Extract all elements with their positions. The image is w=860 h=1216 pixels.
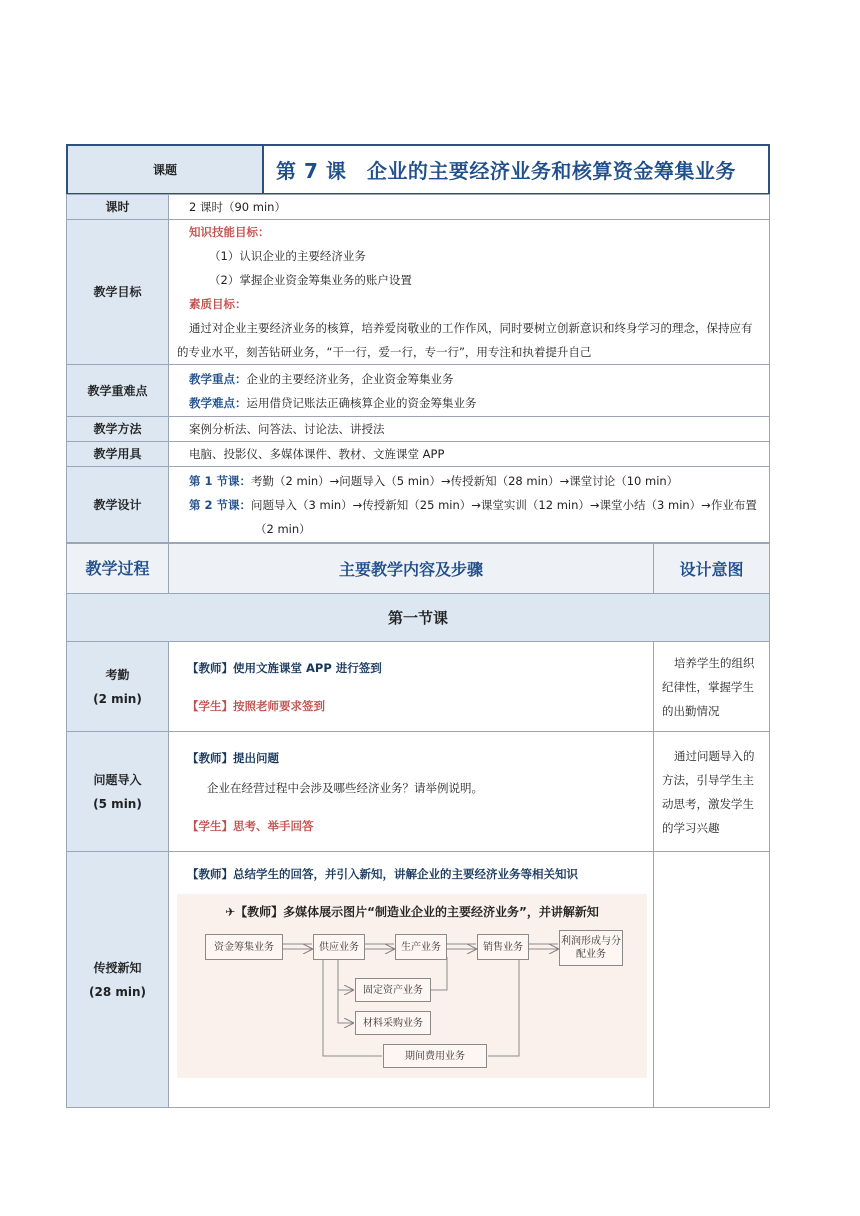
node-supply: 供应业务 <box>313 934 365 960</box>
goal-knowledge-1: （1）认识企业的主要经济业务 <box>209 249 366 263</box>
section-title: 第一节课 <box>67 594 770 642</box>
keypoints-label: 教学重难点 <box>67 365 169 417</box>
teaching-process-table <box>66 543 770 1108</box>
intent-cell <box>654 852 770 1108</box>
content-cell <box>169 732 654 852</box>
difficult-text: 运用借贷记账法正确核算企业的资金筹集业务 <box>246 395 477 410</box>
design-line-1 <box>189 469 761 493</box>
teacher-action: 【教师】提出问题 <box>187 750 279 765</box>
figure-box <box>177 894 647 1078</box>
design-cell <box>169 467 770 543</box>
intent-cell: 培养学生的组织纪律性，掌握学生的出勤情况 <box>654 642 770 732</box>
hours-label: 课时 <box>67 195 169 220</box>
hours-value: 2 课时（90 min） <box>169 195 770 220</box>
step-cell <box>67 732 169 852</box>
goal-knowledge-title: 知识技能目标： <box>189 225 270 239</box>
content-cell <box>169 642 654 732</box>
intent-cell: 通过问题导入的方法，引导学生主动思考，激发学生的学习兴趣 <box>654 732 770 852</box>
process-row <box>67 732 770 852</box>
node-material-purchase: 材料采购业务 <box>355 1011 431 1035</box>
design-line-2 <box>189 493 761 541</box>
teacher-action: 【教师】总结学生的回答，并引入新知，讲解企业的主要经济业务等相关知识 <box>187 867 578 881</box>
step-name: 问题导入 <box>93 772 142 787</box>
student-action: 【学生】按照老师要求签到 <box>187 698 325 713</box>
col-intent-header: 设计意图 <box>654 544 770 594</box>
step-time: (2 min) <box>93 691 142 706</box>
business-flow-diagram <box>205 930 665 1070</box>
step-name: 传授新知 <box>93 960 142 975</box>
goals-label: 教学目标 <box>67 220 169 365</box>
process-row <box>67 852 770 1108</box>
method-value: 案例分析法、问答法、讨论法、讲授法 <box>169 417 770 442</box>
lesson-info-table <box>66 194 770 543</box>
step-name: 考勤 <box>105 667 130 682</box>
goal-quality-text: 通过对企业主要经济业务的核算，培养爱岗敬业的工作作风，同时要树立创新意识和终身学习的理念，保持应有的专业水平，刻苦钻研业务，“干一行，爱一行，专一行”，用专注和执着提升自己 <box>177 321 753 359</box>
goals-cell <box>169 220 770 365</box>
node-period-expenses: 期间费用业务 <box>383 1044 487 1068</box>
node-production: 生产业务 <box>395 934 447 960</box>
design-2-title: 第 2 节课： <box>189 497 252 512</box>
step-time: (28 min) <box>88 984 146 999</box>
tools-value: 电脑、投影仪、多媒体课件、教材、文旌课堂 APP <box>169 442 770 467</box>
col-content-header: 主要教学内容及步骤 <box>169 544 654 594</box>
process-row <box>67 642 770 732</box>
question-text: 企业在经营过程中会涉及哪些经济业务？请举例说明。 <box>207 780 483 795</box>
keypoints-cell <box>169 365 770 417</box>
goal-knowledge-2: （2）掌握企业资金筹集业务的账户设置 <box>209 273 412 287</box>
design-label: 教学设计 <box>67 467 169 543</box>
lesson-title: 第 7 课 企业的主要经济业务和核算资金筹集业务 <box>276 159 736 183</box>
design-2-text: 问题导入（3 min）→传授新知（25 min）→课堂实训（12 min）→课堂小结（3 min）→作业布置（2 min） <box>251 497 757 536</box>
node-sales: 销售业务 <box>477 934 529 960</box>
figure-caption: ✈【教师】多媒体展示图片“制造业企业的主要经济业务”，并讲解新知 <box>225 905 599 919</box>
node-fixed-assets: 固定资产业务 <box>355 978 431 1002</box>
difficult-point-line <box>189 391 761 415</box>
tools-label: 教学用具 <box>67 442 169 467</box>
step-cell <box>67 852 169 1108</box>
step-time: (5 min) <box>93 796 142 811</box>
node-profit-distribution: 利润形成与分配业务 <box>559 930 623 966</box>
lesson-header <box>66 144 770 194</box>
design-1-title: 第 1 节课： <box>189 473 252 488</box>
teacher-action: 【教师】使用文旌课堂 APP 进行签到 <box>187 660 382 675</box>
method-label: 教学方法 <box>67 417 169 442</box>
student-action: 【学生】思考、举手回答 <box>187 818 314 833</box>
key-title: 教学重点： <box>189 371 247 386</box>
goal-quality-title: 素质目标： <box>189 297 247 311</box>
col-process-header: 教学过程 <box>67 544 169 594</box>
key-text: 企业的主要经济业务，企业资金筹集业务 <box>246 371 454 386</box>
content-cell <box>169 852 654 1108</box>
node-fund-raising: 资金筹集业务 <box>205 934 283 960</box>
key-point-line <box>189 367 761 391</box>
design-1-text: 考勤（2 min）→问题导入（5 min）→传授新知（28 min）→课堂讨论（10 min） <box>251 473 679 488</box>
step-cell <box>67 642 169 732</box>
difficult-title: 教学难点： <box>189 395 247 410</box>
lesson-plan-sheet <box>66 144 770 1108</box>
topic-label: 课题 <box>68 146 264 193</box>
